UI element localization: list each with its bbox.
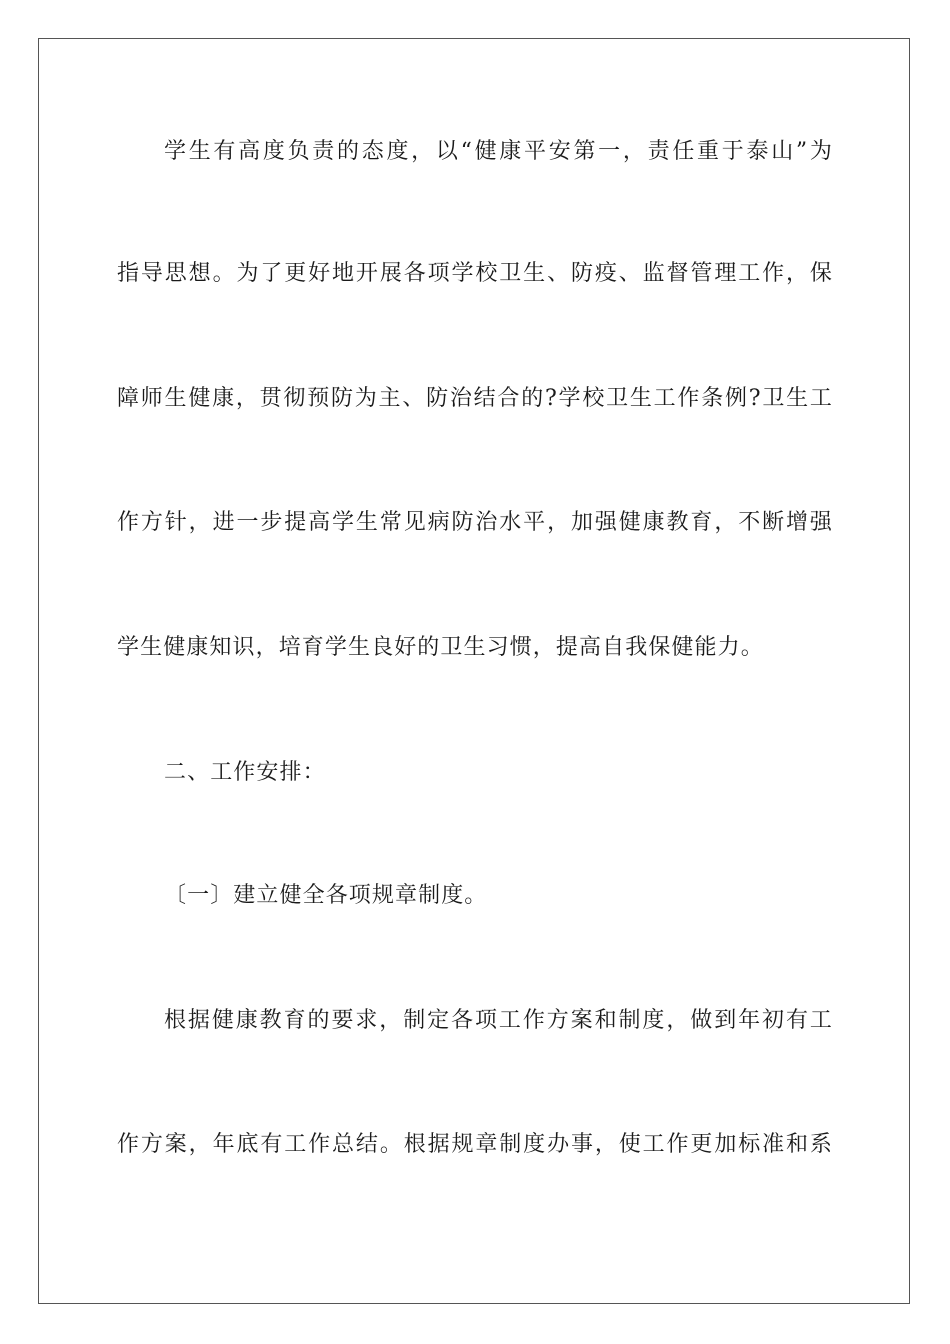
paragraph-line-5: 学生健康知识，培育学生良好的卫生习惯，提高自我保健能力。 <box>117 635 764 660</box>
paragraph-line-4: 作方针，进一步提高学生常见病防治水平，加强健康教育，不断增强 <box>117 510 833 535</box>
paragraph-line-3: 障师生健康，贯彻预防为主、防治结合的?学校卫生工作条例?卫生工 <box>117 386 833 411</box>
section-heading: 二、工作安排： <box>164 760 326 785</box>
paragraph-line-7: 作方案，年底有工作总结。根据规章制度办事，使工作更加标准和系 <box>117 1132 833 1157</box>
paragraph-line-2: 指导思想。为了更好地开展各项学校卫生、防疫、监督管理工作，保 <box>117 261 833 286</box>
page-frame <box>38 38 910 1304</box>
paragraph-line-1: 学生有高度负责的态度，以“健康平安第一，责任重于泰山”为 <box>164 139 833 164</box>
subsection-heading: 〔一〕建立健全各项规章制度。 <box>164 883 488 908</box>
paragraph-line-6: 根据健康教育的要求，制定各项工作方案和制度，做到年初有工 <box>164 1008 833 1033</box>
